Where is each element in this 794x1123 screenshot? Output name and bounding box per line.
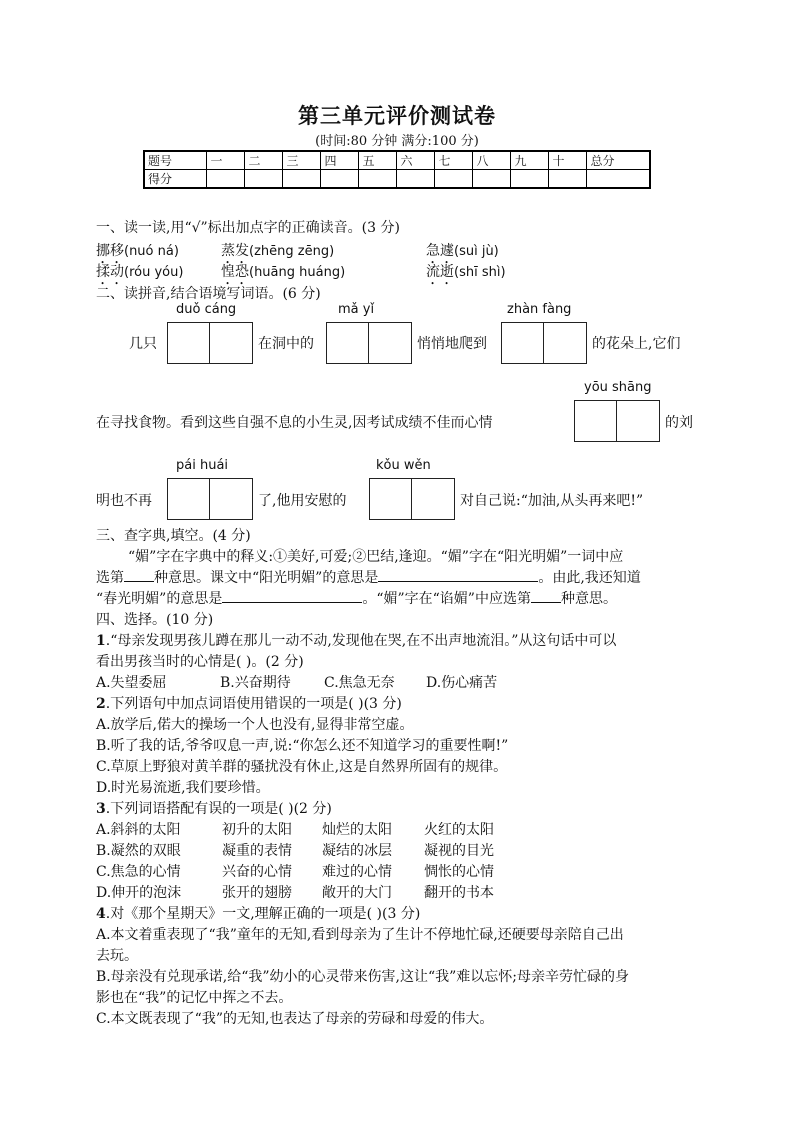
q2-pinyin: duǒ cáng [176, 302, 237, 317]
q3-line [96, 588, 617, 608]
answer-box[interactable] [574, 400, 660, 442]
option-cont: 影也在“我”的记忆中挥之不去。 [96, 990, 293, 1006]
option[interactable]: B.母亲没有兑现承诺,给“我”幼小的心灵带来伤害,这让“我”难以忘怀;母亲辛劳忙碌的身 [96, 969, 629, 985]
q1-pinyin: (zhēng zēng) [249, 244, 335, 259]
score-input-cell[interactable] [473, 170, 511, 189]
score-input-cell[interactable] [359, 170, 397, 189]
blank-field[interactable] [124, 567, 154, 582]
option-word: 初升的太阳 [222, 822, 292, 838]
option-word: 张开的翅膀 [222, 885, 292, 901]
answer-box[interactable] [326, 322, 412, 364]
score-input-cell[interactable] [245, 170, 283, 189]
option[interactable]: B.凝然的双眼 [96, 843, 181, 859]
score-input-cell[interactable] [549, 170, 587, 189]
score-cell: 一 [207, 151, 245, 170]
q2-heading: 二、读拼音,结合语境写词语。(6 分) [96, 286, 321, 302]
question-text: .“母亲发现男孩儿蹲在那儿一动不动,发现他在哭,在不出声地流泪。”从这句话中可以 [105, 633, 617, 649]
blank-field[interactable] [222, 588, 362, 603]
q2-pinyin: yōu shāng [584, 380, 652, 395]
option[interactable]: A.失望委屈 [96, 675, 167, 691]
question-number: 4 [96, 906, 106, 922]
q2-text: 明也不再 [96, 493, 152, 509]
q1-word: 挪移 [96, 243, 124, 259]
q4-question-1 [96, 630, 616, 650]
q1-heading: 一、读一读,用“√”标出加点字的正确读音。(3 分) [96, 220, 400, 236]
q1-word: 揉动 [96, 264, 124, 280]
option-word: 凝视的目光 [424, 843, 494, 859]
q1-word: 惶恐 [221, 264, 249, 280]
page-subtitle: (时间:80 分钟 满分:100 分) [315, 134, 479, 149]
option[interactable]: B.兴奋期待 [220, 675, 291, 691]
option[interactable]: D.时光易流逝,我们要珍惜。 [96, 780, 270, 796]
option[interactable]: C.焦急的心情 [96, 864, 181, 880]
score-cell: 三 [283, 151, 321, 170]
score-input-cell[interactable] [435, 170, 473, 189]
q2-text: 悄悄地爬到 [417, 336, 487, 352]
option-word: 敞开的大门 [322, 885, 392, 901]
score-table-header-row [144, 151, 650, 170]
score-cell: 九 [511, 151, 549, 170]
score-table-score-row [144, 170, 650, 189]
q1-pinyin: (nuó ná) [124, 244, 179, 259]
q2-text: 在洞中的 [258, 336, 314, 352]
q3-line: “媚”字在字典中的释义:①美好,可爱;②巴结,逢迎。“媚”字在“阳光明媚”一词中应 [128, 549, 624, 565]
score-cell: 题号 [144, 151, 207, 170]
option[interactable]: A.本文着重表现了“我”童年的无知,看到母亲为了生计不停地忙碌,还硬要母亲陪自己出 [96, 927, 624, 943]
answer-box[interactable] [167, 478, 253, 520]
q3-heading: 三、查字典,填空。(4 分) [96, 528, 251, 544]
score-input-cell[interactable] [587, 170, 650, 189]
score-input-cell[interactable] [511, 170, 549, 189]
option[interactable]: C.本文既表现了“我”的无知,也表达了母亲的劳碌和母爱的伟大。 [96, 1011, 494, 1027]
q4-question-3 [96, 798, 332, 818]
score-input-cell[interactable] [207, 170, 245, 189]
q1-word: 流逝 [426, 264, 454, 280]
option[interactable]: A.放学后,偌大的操场一个人也没有,显得非常空虚。 [96, 717, 414, 733]
q1-pinyin: (suì jù) [454, 244, 499, 259]
score-cell: 四 [321, 151, 359, 170]
option-word: 凝重的表情 [222, 843, 292, 859]
option-word: 兴奋的心情 [222, 864, 292, 880]
score-input-cell[interactable] [397, 170, 435, 189]
question-text: .对《那个星期天》一文,理解正确的一项是( )(3 分) [105, 906, 421, 922]
q1-word: 急遽 [426, 243, 454, 259]
q1-pinyin: (shī shì) [454, 265, 506, 280]
q1-word: 蒸发 [221, 243, 249, 259]
option-word: 凝结的冰层 [322, 843, 392, 859]
score-cell: 六 [397, 151, 435, 170]
q2-text: 的刘 [665, 415, 693, 431]
answer-box[interactable] [167, 322, 253, 364]
q3-line [96, 567, 641, 587]
question-number: 1 [96, 633, 106, 649]
score-table [143, 150, 651, 189]
q4-question-4 [96, 903, 420, 923]
q1-pinyin: (róu yóu) [124, 265, 184, 280]
q3-text: 。由此,我还知道 [538, 570, 641, 586]
question-number: 2 [96, 696, 106, 712]
answer-box[interactable] [369, 478, 455, 520]
q4-question-2 [96, 693, 402, 713]
score-cell: 得分 [144, 170, 207, 189]
option[interactable]: C.草原上野狼对黄羊群的骚扰没有休止,这是自然界所固有的规律。 [96, 759, 508, 775]
question-text: .下列语句中加点词语使用错误的一项是( )(3 分) [105, 696, 402, 712]
option[interactable]: D.伤心痛苦 [426, 675, 498, 691]
score-input-cell[interactable] [283, 170, 321, 189]
q2-text: 对自己说:“加油,从头再来吧!” [460, 493, 644, 509]
option-word: 灿烂的太阳 [322, 822, 392, 838]
q1-item[interactable] [426, 261, 506, 288]
option[interactable]: A.斜斜的太阳 [96, 822, 181, 838]
option[interactable]: C.焦急无奈 [324, 675, 395, 691]
q2-pinyin: kǒu wěn [376, 458, 431, 473]
blank-field[interactable] [531, 588, 561, 603]
q2-text: 在寻找食物。看到这些自强不息的小生灵,因考试成绩不佳而心情 [96, 415, 493, 431]
q2-text: 几只 [129, 336, 157, 352]
q3-text: 种意思。课文中“阳光明媚”的意思是 [154, 570, 379, 586]
answer-box[interactable] [501, 322, 587, 364]
q3-text: 种意思。 [560, 591, 617, 607]
score-input-cell[interactable] [321, 170, 359, 189]
score-cell: 总分 [587, 151, 650, 170]
q4-question-1-cont: 看出男孩当时的心情是( )。(2 分) [96, 654, 304, 670]
q3-text: 。“媚”字在“谄媚”中应选第 [362, 591, 531, 607]
q3-text: “春光明媚”的意思是 [96, 591, 223, 607]
option-word: 惆怅的心情 [424, 864, 494, 880]
option-word: 翻开的书本 [424, 885, 494, 901]
score-cell: 七 [435, 151, 473, 170]
q2-pinyin: mǎ yǐ [338, 302, 375, 317]
q1-pinyin: (huāng huáng) [249, 265, 346, 280]
q2-text: 的花朵上,它们 [592, 336, 681, 352]
score-cell: 五 [359, 151, 397, 170]
q2-pinyin: zhàn fàng [507, 302, 572, 317]
question-number: 3 [96, 801, 106, 817]
q3-text: 选第 [96, 570, 124, 586]
score-cell: 二 [245, 151, 283, 170]
question-text: .下列词语搭配有误的一项是( )(2 分) [105, 801, 332, 817]
option-cont: 去玩。 [96, 948, 138, 964]
option[interactable]: D.伸开的泡沫 [96, 885, 182, 901]
option-word: 难过的心情 [322, 864, 392, 880]
option[interactable]: B.听了我的话,爷爷叹息一声,说:“你怎么还不知道学习的重要性啊!” [96, 738, 509, 754]
q4-heading: 四、选择。(10 分) [96, 612, 214, 628]
page-title: 第三单元评价测试卷 [298, 103, 496, 128]
option-word: 火红的太阳 [424, 822, 494, 838]
score-cell: 八 [473, 151, 511, 170]
q2-pinyin: pái huái [176, 458, 229, 473]
blank-field[interactable] [378, 567, 538, 582]
q2-text: 了,他用安慰的 [258, 493, 347, 509]
score-cell: 十 [549, 151, 587, 170]
